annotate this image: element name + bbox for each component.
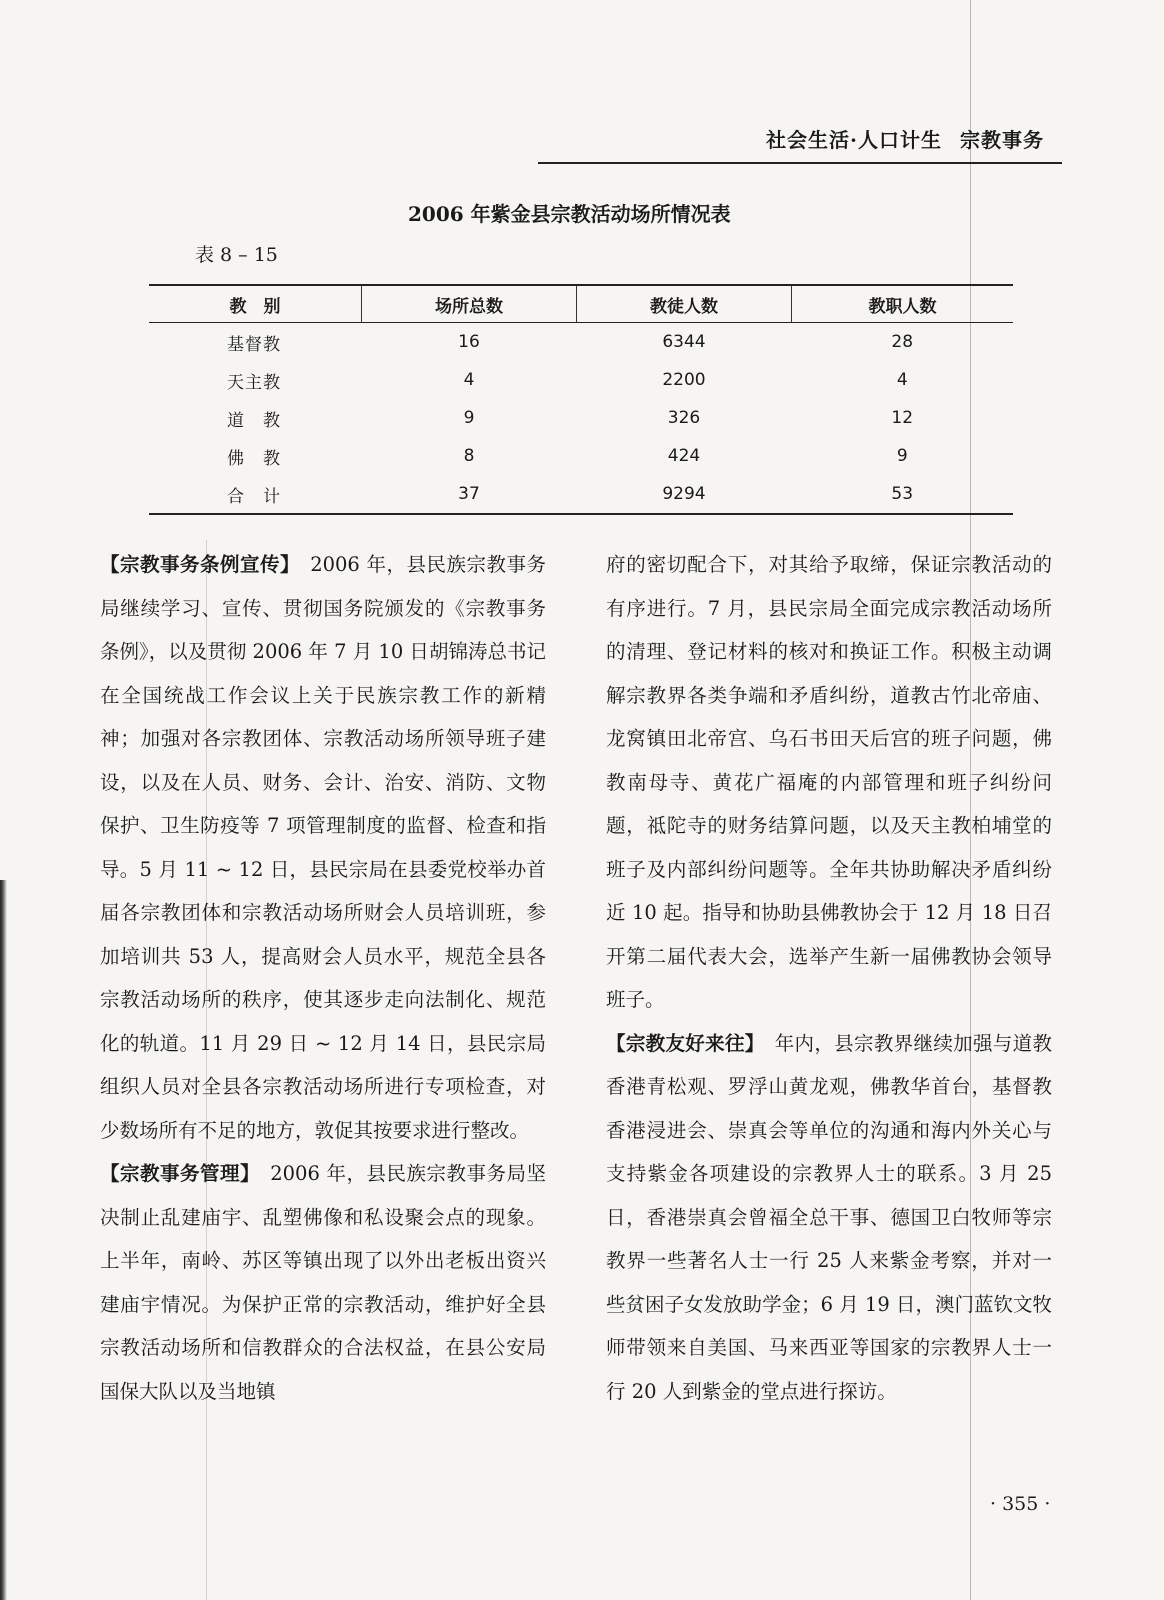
table-number: 表 8 – 15 <box>195 244 278 266</box>
cell-religion: 天主教 <box>227 372 281 393</box>
cell-religion: 基督教 <box>227 334 281 355</box>
section-heading-exchange: 【宗教友好来往】 <box>606 1031 755 1055</box>
cell-followers: 424 <box>667 446 701 466</box>
cell-followers: 326 <box>667 408 701 428</box>
cell-clergy: 28 <box>891 332 914 352</box>
running-header <box>766 124 1044 153</box>
cell-clergy: 12 <box>891 408 914 428</box>
cell-religion: 道 教 <box>227 410 281 431</box>
paragraph-management-cont <box>606 543 1052 1022</box>
column-header: 教 别 <box>149 285 362 323</box>
cell-venues: 4 <box>463 370 475 390</box>
text-column-left <box>100 543 546 1413</box>
table-row <box>149 323 1013 362</box>
column-header: 教职人数 <box>792 285 1014 323</box>
table-row <box>149 361 1013 399</box>
column-header: 教徒人数 <box>577 285 792 323</box>
header-subsection: 宗教事务 <box>960 128 1044 152</box>
section-heading-propaganda: 【宗教事务条例宣传】 <box>100 553 291 576</box>
paragraph-exchange <box>606 1022 1052 1414</box>
section-heading-management: 【宗教事务管理】 <box>100 1162 251 1185</box>
paragraph-body: 府的密切配合下，对其给予取缔，保证宗教活动的有序进行。7 月，县民宗局全面完成宗教活动场所的清理、登记材料的核对和换证工作。积极主动调解宗教界各类争端和矛盾纠纷，道教古竹北帝庙、龙窝镇田北帝宫、乌石书田天后宫的班子问题，佛教南母寺、黄花广福庵的内部管理和班子纠纷问题，祗陀寺的财务结算问题，以及天主教柏埔堂的班子及内部纠纷问题等。全年共协助解决矛盾纠纷近 10 起。指导和协助县佛教协会于 12 月 18 日召开第二届代表大会，选举产生新一届佛教协会领导班子。 <box>606 553 1052 1011</box>
page-number: · 355 · <box>990 1493 1051 1515</box>
cell-religion: 合 计 <box>149 475 362 514</box>
header-section: 社会生活·人口计生 <box>766 128 942 152</box>
header-rule <box>538 162 1062 164</box>
table-row <box>149 399 1013 437</box>
text-column-right <box>606 543 1052 1413</box>
cell-clergy: 9 <box>896 446 908 466</box>
cell-venues: 8 <box>463 446 475 466</box>
table-header-row <box>149 285 1013 323</box>
cell-venues: 37 <box>362 475 577 514</box>
cell-venues: 16 <box>458 332 480 352</box>
paragraph-body: 2006 年，县民族宗教事务局坚决制止乱建庙宇、乱塑佛像和私设聚会点的现象。上半年，南岭、苏区等镇出现了以外出老板出资兴建庙宇情况。为保护正常的宗教活动，维护好全县宗教活动场所和信教群众的合法权益，在县公安局国保大队以及当地镇 <box>100 1162 546 1403</box>
paragraph-management <box>100 1152 546 1413</box>
religion-venues-table <box>149 284 1013 515</box>
table-total-row <box>149 475 1013 514</box>
paragraph-body: 年内，县宗教界继续加强与道教香港青松观、罗浮山黄龙观，佛教华首台，基督教香港浸进会、崇真会等单位的沟通和海内外关心与支持紫金各项建设的宗教界人士的联系。3 月 25 日，香港崇真会曾福全总干事、德国卫白牧师等宗教界一些著名人士一行 25 人来紫金考察，并对一些贫困子女发放助学金；6 月 19 日，澳门蓝钦文牧师带领来自美国、马来西亚等国家的宗教界人士一行 20 人到紫金的堂点进行探访。 <box>606 1031 1052 1403</box>
cell-religion: 佛 教 <box>227 448 281 469</box>
cell-followers: 6344 <box>662 332 706 352</box>
paragraph-propaganda <box>100 543 546 1152</box>
cell-followers: 2200 <box>662 370 706 390</box>
cell-followers: 9294 <box>577 475 792 514</box>
cell-clergy: 4 <box>896 370 908 390</box>
cell-venues: 9 <box>463 408 475 428</box>
scan-edge-shadow <box>0 880 7 1600</box>
table-row <box>149 437 1013 475</box>
cell-clergy: 53 <box>792 475 1014 514</box>
paragraph-body: 2006 年，县民族宗教事务局继续学习、宣传、贯彻国务院颁发的《宗教事务条例》，以及贯彻 2006 年 7 月 10 日胡锦涛总书记在全国统战工作会议上关于民族宗教工作的新精神；加强对各宗教团体、宗教活动场所领导班子建设，以及在人员、财务、会计、治安、消防、文物保护、卫生防疫等 7 项管理制度的监督、检查和指导。5 月 11 ~ 12 日，县民宗局在县委党校举办首届各宗教团体和宗教活动场所财会人员培训班，参加培训共 53 人，提高财会人员水平，规范全县各宗教活动场所的秩序，使其逐步走向法制化、规范化的轨道。11 月 29 日 ~ 12 月 14 日，县民宗局组织人员对全县各宗教活动场所进行专项检查，对少数场所有不足的地方，敦促其按要求进行整改。 <box>100 553 546 1142</box>
table-title: 2006 年紫金县宗教活动场所情况表 <box>408 202 731 226</box>
column-header: 场所总数 <box>362 285 577 323</box>
